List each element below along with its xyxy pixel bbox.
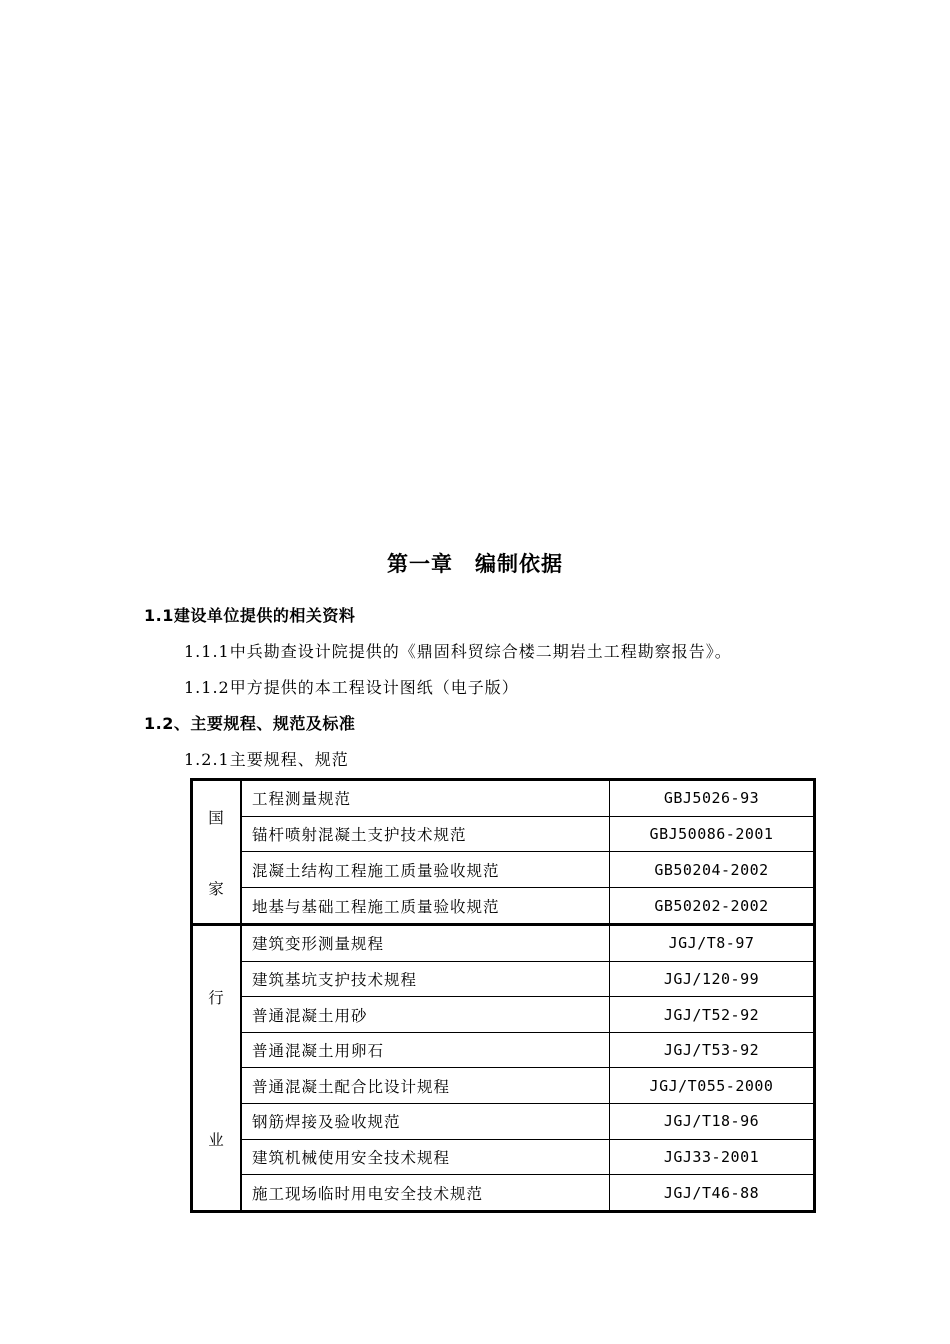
standard-name: 普通混凝土配合比设计规程 [241, 1068, 610, 1104]
standard-code: JGJ/120-99 [610, 961, 815, 997]
paragraph-1-2-1: 1.2.1主要规程、规范 [184, 750, 349, 769]
standard-code: JGJ/T8-97 [610, 925, 815, 962]
standard-name: 工程测量规范 [241, 780, 610, 817]
standard-name: 混凝土结构工程施工质量验收规范 [241, 852, 610, 888]
standard-name: 普通混凝土用砂 [241, 997, 610, 1033]
standards-table [190, 778, 816, 1213]
standard-name: 建筑机械使用安全技术规程 [241, 1139, 610, 1175]
table-row [192, 1139, 815, 1175]
paragraph-1-1-1: 1.1.1中兵勘查设计院提供的《鼎固科贸综合楼二期岩土工程勘察报告》。 [184, 642, 732, 661]
standard-code: GB50204-2002 [610, 852, 815, 888]
category-national [192, 780, 242, 925]
standard-name: 施工现场临时用电安全技术规范 [241, 1175, 610, 1212]
standard-code: JGJ/T055-2000 [610, 1068, 815, 1104]
table-row [192, 1068, 815, 1104]
chapter-title: 第一章 编制依据 [387, 552, 563, 576]
standard-name: 普通混凝土用卵石 [241, 1032, 610, 1068]
standard-name: 建筑基坑支护技术规程 [241, 961, 610, 997]
table-row [192, 852, 815, 888]
standard-code: GBJ5026-93 [610, 780, 815, 817]
standard-name: 地基与基础工程施工质量验收规范 [241, 888, 610, 925]
table-row [192, 1104, 815, 1140]
table-row [192, 997, 815, 1033]
standard-code: JGJ/T46-88 [610, 1175, 815, 1212]
category-char: 行 [208, 989, 225, 1007]
table-row [192, 925, 815, 962]
standard-code: GBJ50086-2001 [610, 816, 815, 852]
section-heading-1-1: 1.1建设单位提供的相关资料 [144, 606, 356, 625]
table-row [192, 888, 815, 925]
category-industry [192, 925, 242, 1212]
standard-name: 锚杆喷射混凝土支护技术规范 [241, 816, 610, 852]
section-heading-1-2: 1.2、主要规程、规范及标准 [144, 714, 356, 733]
standard-code: JGJ/T53-92 [610, 1032, 815, 1068]
table-row [192, 1175, 815, 1212]
standard-name: 钢筋焊接及验收规范 [241, 1104, 610, 1140]
table-row [192, 780, 815, 817]
standard-code: JGJ33-2001 [610, 1139, 815, 1175]
standard-name: 建筑变形测量规程 [241, 925, 610, 962]
table-row [192, 816, 815, 852]
standard-code: JGJ/T52-92 [610, 997, 815, 1033]
standard-code: GB50202-2002 [610, 888, 815, 925]
standard-code: JGJ/T18-96 [610, 1104, 815, 1140]
paragraph-1-1-2: 1.1.2甲方提供的本工程设计图纸（电子版） [184, 678, 519, 697]
category-char: 国 [208, 808, 225, 827]
table-row [192, 961, 815, 997]
category-char: 家 [208, 879, 225, 898]
table-row [192, 1032, 815, 1068]
category-char: 业 [208, 1131, 225, 1149]
